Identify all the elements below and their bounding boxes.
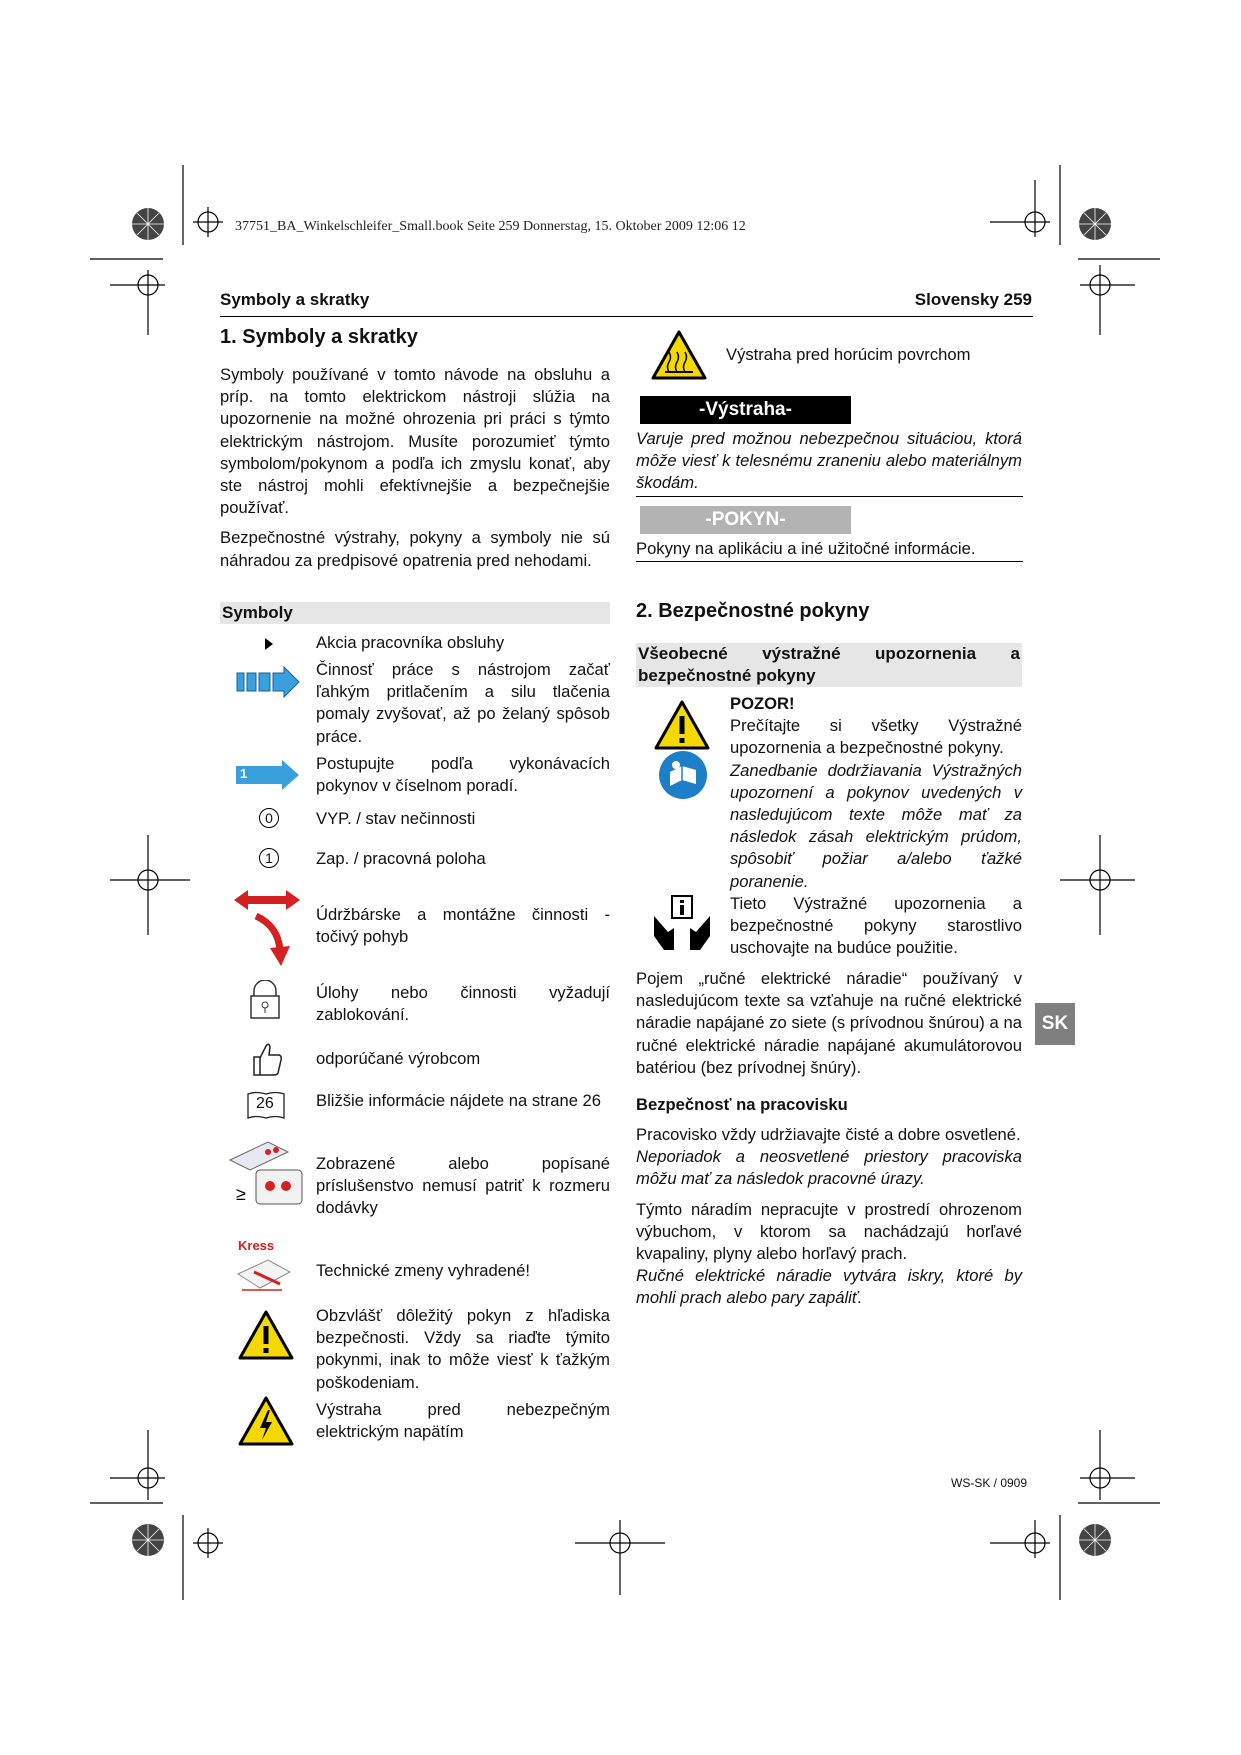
pozor-italic: Zanedbanie dodržiavania Výstražných upozornení a pokynov uvedených v nasledujúcom texte môže mať za následok zásah elektrickým prúdom, spôsobiť požiar a/alebo ťažké poranenie. [730,760,1022,891]
section2-title: 2. Bezpečnostné pokyny [636,600,870,622]
language-tab: SK [1035,1003,1075,1045]
progressive-arrow-icon [236,666,300,698]
symbol-text-off: VYP. / stav nečinnosti [316,809,476,828]
workplace-block [636,1124,1022,1310]
workplace-p1: Pracovisko vždy udržiavajte čisté a dobre osvetlené. [636,1125,1021,1144]
symbol-text-on: Zap. / pracovná poloha [316,849,486,868]
note-rule [636,561,1023,562]
book-page-number: 26 [256,1095,274,1112]
symbol-text-maintenance: Údržbárske a montážne činnosti - točivý pohyb [316,905,610,947]
triangle-bullet-icon [264,637,274,651]
pozor-block [730,693,1022,959]
symbol-text-more-info: Bližšie informácie nájdete na strane 26 [316,1091,602,1110]
numbered-arrow-icon [236,760,300,790]
hot-surface-text: Výstraha pred horúcim povrchom [726,345,971,364]
symbol-text-electric: Výstraha pred nebezpečným elektrickým napätím [316,1400,610,1442]
warning-triangle-icon [238,1310,294,1360]
warning-description: Varuje pred možnou nebezpečnou situáciou, ktorá môže viesť k telesnému zraneniu alebo materiálnym škodám. [636,429,1022,493]
workplace-p2: Týmto náradím nepracujte v prostredí ohrozenom výbuchom, v ktorom sa nachádzajú horľavé kvapaliny, plyny alebo horľavý prach. [636,1199,1022,1264]
symbol-text-recommended: odporúčané výrobcom [316,1049,481,1068]
print-info-line: 37751_BA_Winkelschleifer_Small.book Seite 259 Donnerstag, 15. Oktober 2009 12:06 12 [235,219,746,234]
symbol-text-lock: Úlohy nebo činnosti vyžadují zablokování. [316,983,610,1025]
header-right: Slovensky 259 [914,290,1032,309]
warning-triangle-icon [654,700,710,750]
keep-manual-hands-icon [650,892,714,956]
intro-paragraph-1: Symboly používané v tomto návode na obsluhu a príp. na tomto elektrickom nástroji slúžia na upozornenie na možné ohrozenia pri práci s týmto elektrickým nástrojom. Musíte porozumieť týmto symbolom/pokynom a podľa ich zmyslu konať, aby ste nástroj mohli efektívnejšie a bezpečnejšie používať. [220,365,610,518]
symbol-text-numbered: Postupujte podľa vykonávacích pokynov v číselnom poradí. [316,754,610,796]
definition-text: Pojem „ručné elektrické náradie“ používaný v nasledujúcom texte sa vzťahuje na ručné elektrické náradie napájané zo siete (s prívodnou šnúrou) a na ručné elektrické náradie napájané akumulátorovou batériou (bez prívodnej šnúry). [636,969,1022,1077]
symbols-heading: Symboly [220,602,610,624]
section1-intro [220,364,610,580]
workplace-p2-italic: Ručné elektrické náradie vytvára iskry, ktoré by mohli prach alebo pary zapáliť. [636,1266,1022,1308]
electric-hazard-icon [238,1396,294,1446]
symbol-text-progressive: Činnosť práce s nástrojom začať ľahkým pritlačením a silu tlačenia pomaly zvyšovať, až po želaný spôsob práce. [316,660,610,746]
lock-icon [248,980,282,1020]
hot-surface-icon [651,330,707,380]
kress-brand-text: Kress [238,1238,275,1253]
workplace-heading: Bezpečnosť na pracovisku [636,1095,848,1114]
footer-code: WS-SK / 0909 [951,1476,1028,1490]
header-rule [220,316,1033,317]
note-description: Pokyny na aplikáciu a iné užitočné informácie. [636,539,976,558]
intro-paragraph-2: Bezpečnostné výstrahy, pokyny a symboly nie sú náhradou za predpisové opatrenia pred nehodami. [220,528,610,570]
thumbs-up-icon [250,1040,284,1078]
symbol-text-changes: Technické zmeny vyhradené! [316,1261,530,1280]
off-symbol-icon: 0 [259,808,279,828]
note-label: -POKYN- [640,506,851,534]
symbol-text-accessories: Zobrazené alebo popísané príslušenstvo nemusí patriť k rozmeru dodávky [316,1154,610,1218]
svg-text:≥: ≥ [236,1184,246,1204]
warning-label: -Výstraha- [640,396,851,424]
section2-subheading: Všeobecné výstražné upozornenia a bezpečnostné pokyny [636,643,1022,687]
maintenance-arrows-icon [234,888,302,968]
symbol-text-important: Obzvlášť dôležitý pokyn z hľadiska bezpečnosti. Vždy sa riaďte týmito pokynmi, inak to môže viesť k ťažkým poškodeniam. [316,1306,610,1392]
keep-instructions-text: Tieto Výstražné upozornenia a bezpečnostné pokyny starostlivo uschovajte na budúce použitie. [730,893,1022,958]
header-left: Symboly a skratky [220,290,370,309]
read-manual-icon [658,750,708,800]
kress-changes-icon [234,1238,296,1294]
section1-title: 1. Symboly a skratky [220,326,418,348]
accessories-icon [228,1140,306,1210]
arrow-number: 1 [240,766,248,781]
on-symbol-icon: 1 [259,848,279,868]
pozor-text: Prečítajte si všetky Výstražné upozornenia a bezpečnostné pokyny. [730,716,1022,758]
book-page-icon [246,1090,286,1120]
pozor-title: POZOR! [730,694,795,713]
workplace-p1-italic: Neporiadok a neosvetlené priestory pracoviska môžu mať za následok pracovné úrazy. [636,1147,1022,1189]
symbol-text-action: Akcia pracovníka obsluhy [316,633,505,652]
warning-rule [636,496,1023,497]
